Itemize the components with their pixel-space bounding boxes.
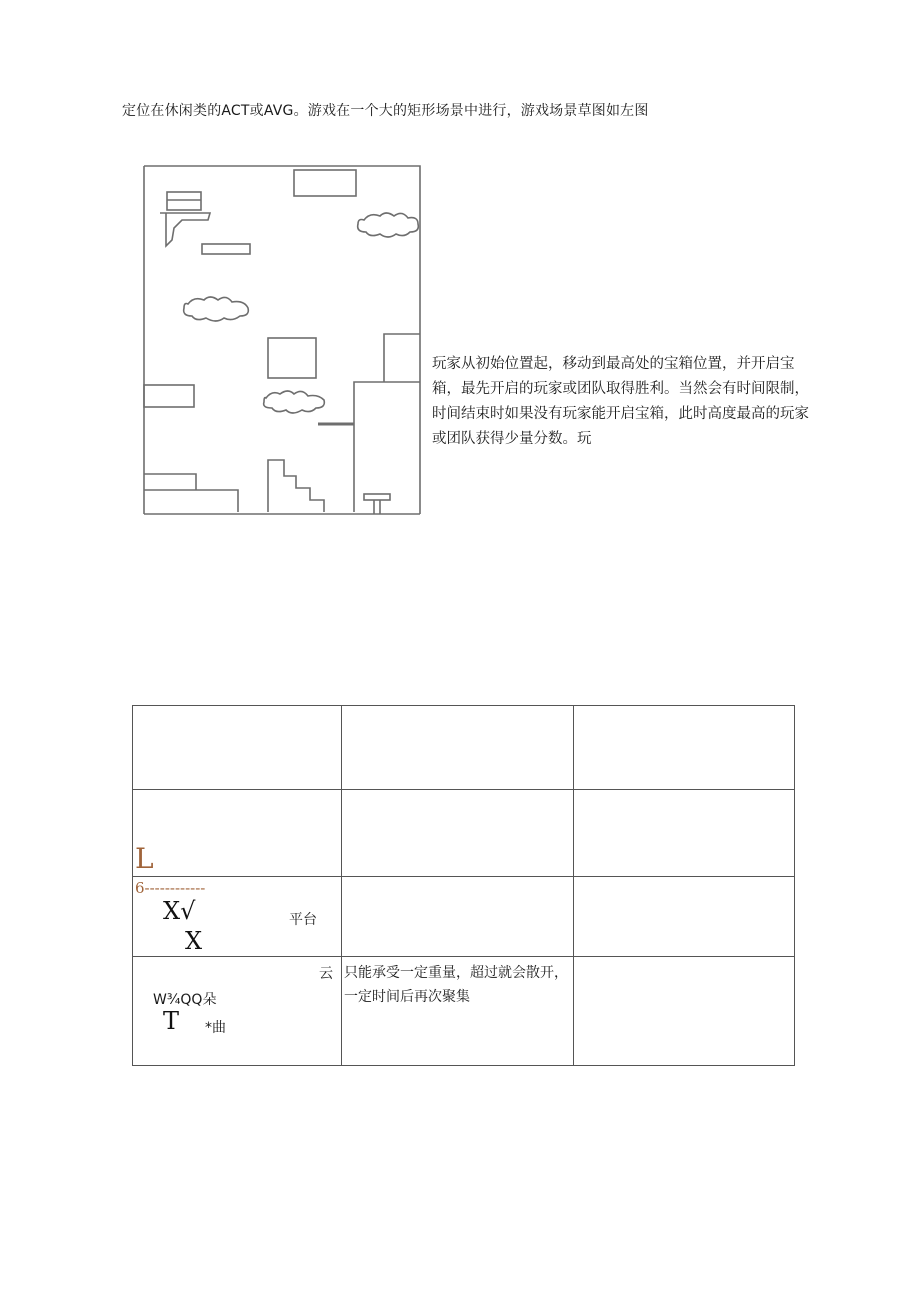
right-tower: [354, 334, 420, 512]
table-row: [133, 877, 795, 957]
scene-border: [144, 166, 420, 514]
cloud-icon: [358, 213, 419, 237]
t-glyph: T: [163, 1007, 180, 1035]
start-area-steps: [144, 474, 238, 512]
table-cell: [342, 877, 574, 957]
table-cell: [342, 706, 574, 790]
cloud-note: 只能承受一定重量，超过就会散开，一定时间后再次聚集: [344, 965, 568, 1005]
game-scene-sketch: [136, 158, 426, 520]
left-wall-block: [144, 385, 194, 407]
x-check-glyph: X√: [163, 897, 196, 925]
table-cell: [574, 790, 795, 877]
table-row: [133, 790, 795, 877]
garbled-label: W¾QQ朵: [153, 992, 217, 1008]
middle-block: [268, 338, 316, 378]
treasure-chest-icon: [167, 192, 201, 210]
small-platform: [202, 244, 250, 254]
table-cell: [133, 957, 342, 1066]
table-cell: [574, 877, 795, 957]
table-row: [133, 957, 795, 1066]
intro-text: 定位在休闲类的ACT或AVG。游戏在一个大的矩形场景中进行，游戏场景草图如左图: [122, 103, 649, 119]
description-text: 玩家从初始位置起，移动到最高处的宝箱位置，并开启宝箱，最先开启的玩家或团队取得胜利。当然会有时间限制，时间结束时如果没有玩家能开启宝箱，此时高度最高的玩家或团队获得少量分数。玩: [432, 356, 809, 447]
table-cell: [342, 790, 574, 877]
dashed-marker: 6------------: [135, 879, 206, 897]
curve-label: *曲: [205, 1020, 226, 1036]
table-cell: [342, 957, 574, 1066]
table-cell: [133, 706, 342, 790]
table-cell: [133, 877, 342, 957]
l-glyph: L: [135, 842, 154, 875]
platform-label: 平台: [289, 912, 317, 928]
top-block: [294, 170, 356, 196]
cloud-icon: [264, 391, 325, 413]
table-cell: [574, 957, 795, 1066]
cloud-label: 云: [319, 966, 333, 982]
x-glyph: X: [185, 927, 203, 955]
table-row: [133, 706, 795, 790]
object-table: [132, 705, 795, 1066]
small-table: [364, 494, 390, 500]
table-cell: [133, 790, 342, 877]
table-cell: [574, 706, 795, 790]
start-ledge: [160, 213, 210, 246]
staircase: [268, 460, 324, 512]
cloud-icon: [184, 297, 249, 321]
